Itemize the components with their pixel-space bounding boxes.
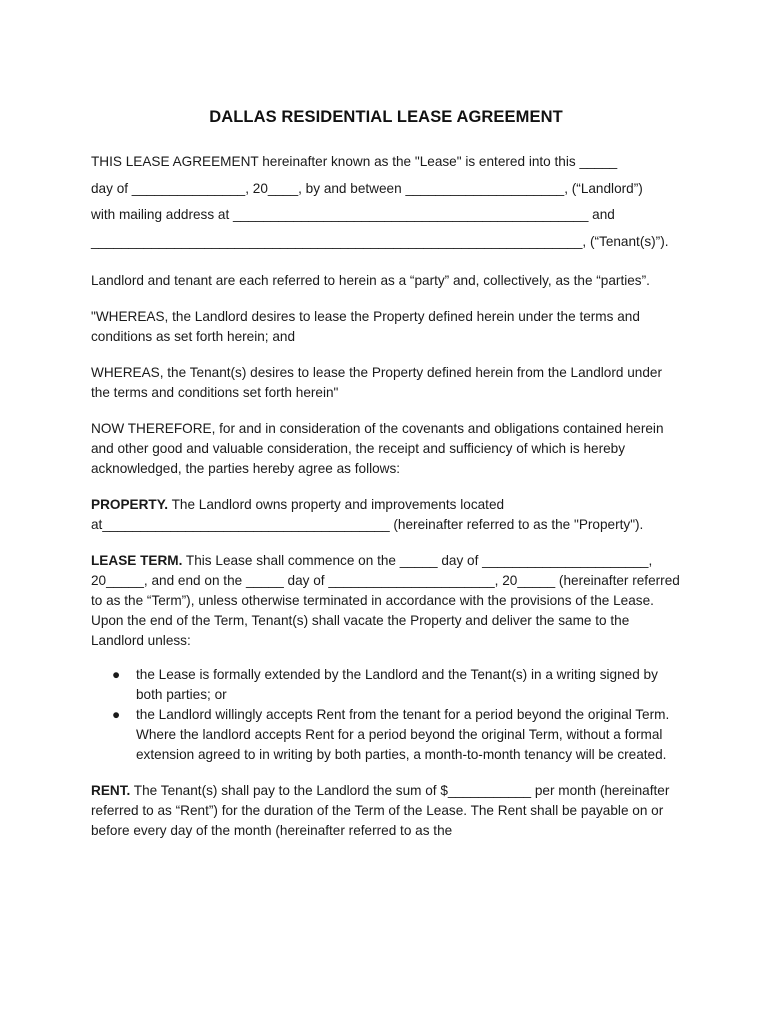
rent-section xyxy=(91,781,681,841)
intro-line: day of _______________, 20____, by and between _____________________, (“Landlord”) xyxy=(91,180,643,196)
property-section xyxy=(91,495,681,535)
intro-line: _________________________________________________________________, (“Tenant(s)”). xyxy=(91,233,669,249)
list-item xyxy=(91,705,681,765)
lease-term-section xyxy=(91,551,681,651)
whereas-paragraph-2: WHEREAS, the Tenant(s) desires to lease the Property defined herein from the Landlord under the terms and conditions set forth herein" xyxy=(91,365,662,400)
parties-paragraph: Landlord and tenant are each referred to herein as a “party” and, collectively, as the “parties”. xyxy=(91,273,650,288)
now-therefore-paragraph: NOW THEREFORE, for and in consideration of the covenants and obligations contained herein and other good and valuable consideration, the receipt and sufficiency of which is hereby acknowledged, the parties hereby agree as follows: xyxy=(91,421,664,476)
bullet-icon: ● xyxy=(112,667,121,682)
whereas-paragraph-1: "WHEREAS, the Landlord desires to lease the Property defined herein under the terms and conditions as set forth herein; and xyxy=(91,309,640,344)
lease-term-text: This Lease shall commence on the _____ day of ______________________, 20_____, and end on the _____ day of ______________________, 20_____ (hereinafter referred to as the “Term”), unless otherwise terminated in accordance with the provisions of the Lease. Upon the end of the Term, Tenant(s) shall vacate the Property and deliver the same to the Landlord unless: xyxy=(91,553,680,648)
bullet-icon: ● xyxy=(112,707,121,722)
rent-heading: RENT. xyxy=(91,783,131,798)
list-item-text: the Lease is formally extended by the Landlord and the Tenant(s) in a writing signed by both parties; or xyxy=(136,667,658,702)
lease-term-bullet-list xyxy=(91,665,681,765)
rent-text: The Tenant(s) shall pay to the Landlord the sum of $___________ per month (hereinafter referred to as “Rent”) for the duration of the Term of the Lease. The Rent shall be payable on or before every day of the month (hereinafter referred to as the xyxy=(91,783,670,838)
intro-line: with mailing address at _______________________________________________ and xyxy=(91,207,615,222)
lease-term-heading: LEASE TERM. xyxy=(91,553,183,568)
property-text: The Landlord owns property and improvements located at______________________________________ (hereinafter referred to as the "Property"). xyxy=(91,497,644,532)
list-item-text: the Landlord willingly accepts Rent from the tenant for a period beyond the original Term. Where the landlord accepts Rent for a period beyond the original Term, without a formal extension agreed to in writing by both parties, a month-to-month tenancy will be created. xyxy=(136,707,670,762)
property-heading: PROPERTY. xyxy=(91,497,169,512)
intro-paragraph xyxy=(91,149,681,255)
list-item xyxy=(91,665,681,705)
document-title: DALLAS RESIDENTIAL LEASE AGREEMENT xyxy=(209,108,563,126)
intro-line: THIS LEASE AGREEMENT hereinafter known as the "Lease" is entered into this _____ xyxy=(91,154,618,169)
document-body xyxy=(91,108,681,841)
